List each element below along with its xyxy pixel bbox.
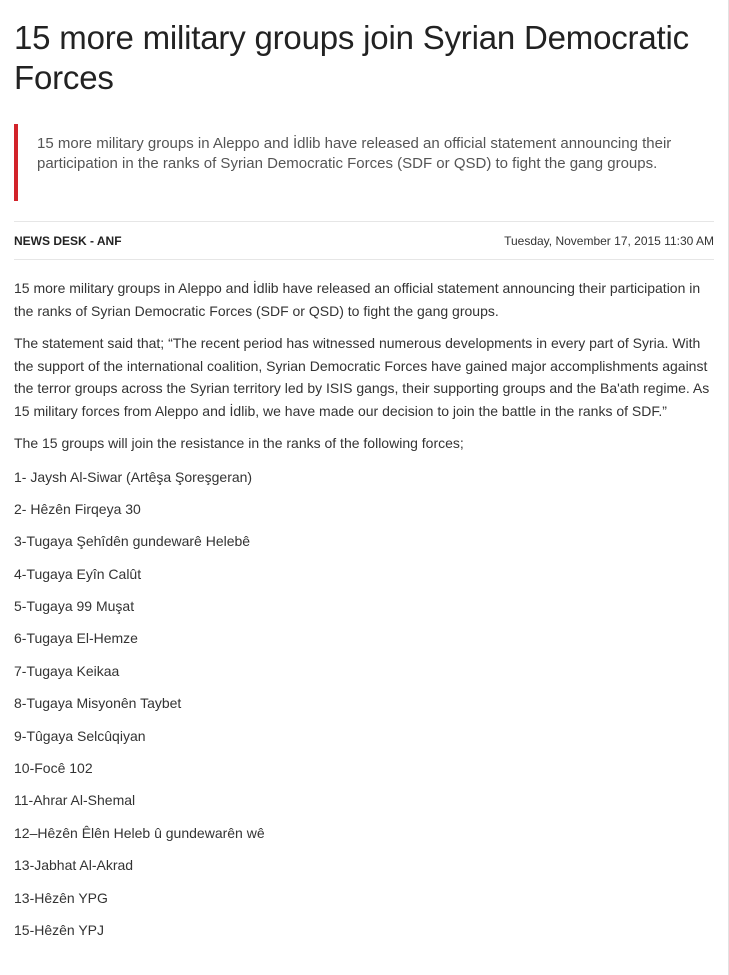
article-body bbox=[14, 277, 714, 952]
group-item: 1- Jaysh Al-Siwar (Artêşa Şoreşgeran) bbox=[14, 468, 253, 485]
group-item: 12–Hêzên Êlên Heleb û gundewarên wê bbox=[14, 824, 265, 841]
group-item: 9-Tûgaya Selcûqiyan bbox=[14, 727, 146, 744]
group-item: 15-Hêzên YPJ bbox=[14, 921, 105, 938]
body-paragraph: The statement said that; “The recent period has witnessed numerous developments in every part of Syria. With the support of the international coalition, Syrian Democratic Forces have gained major accomplishments against the terror groups across the Syrian territory led by ISIS gangs, their supporting groups and the Ba'ath regime. As 15 military forces from Aleppo and İdlib, we have made our decision to join the battle in the ranks of SDF.” bbox=[14, 335, 710, 419]
group-item: 13-Hêzên YPG bbox=[14, 889, 108, 906]
group-item: 8-Tugaya Misyonên Taybet bbox=[14, 695, 182, 712]
group-item: 10-Focê 102 bbox=[14, 760, 93, 777]
article-meta bbox=[14, 221, 714, 260]
groups-list bbox=[14, 467, 714, 953]
group-item: 2- Hêzên Firqeya 30 bbox=[14, 500, 141, 517]
article-title: 15 more military groups join Syrian Democratic Forces bbox=[14, 19, 689, 96]
body-paragraph: 15 more military groups in Aleppo and İdlib have released an official statement announcing their participation in the ranks of Syrian Democratic Forces (SDF or QSD) to fight the gang groups. bbox=[14, 280, 701, 319]
group-item: 3-Tugaya Şehîdên gundewarê Helebê bbox=[14, 533, 251, 550]
article-summary bbox=[14, 124, 714, 201]
group-item: 11-Ahrar Al-Shemal bbox=[14, 792, 136, 809]
group-item: 7-Tugaya Keikaa bbox=[14, 662, 120, 679]
group-item: 13-Jabhat Al-Akrad bbox=[14, 857, 134, 874]
group-item: 5-Tugaya 99 Muşat bbox=[14, 598, 135, 615]
body-paragraph: The 15 groups will join the resistance in the ranks of the following forces; bbox=[14, 435, 464, 451]
group-item: 6-Tugaya El-Hemze bbox=[14, 630, 138, 647]
group-item: 4-Tugaya Eyîn Calût bbox=[14, 565, 142, 582]
publish-date: Tuesday, November 17, 2015 11:30 AM bbox=[504, 233, 714, 248]
news-article bbox=[14, 0, 714, 952]
author-byline: NEWS DESK - ANF bbox=[14, 233, 122, 248]
summary-text: 15 more military groups in Aleppo and İdlib have released an official statement announcing their participation in the ranks of Syrian Democratic Forces (SDF or QSD) to fight the gang groups. bbox=[37, 135, 672, 172]
